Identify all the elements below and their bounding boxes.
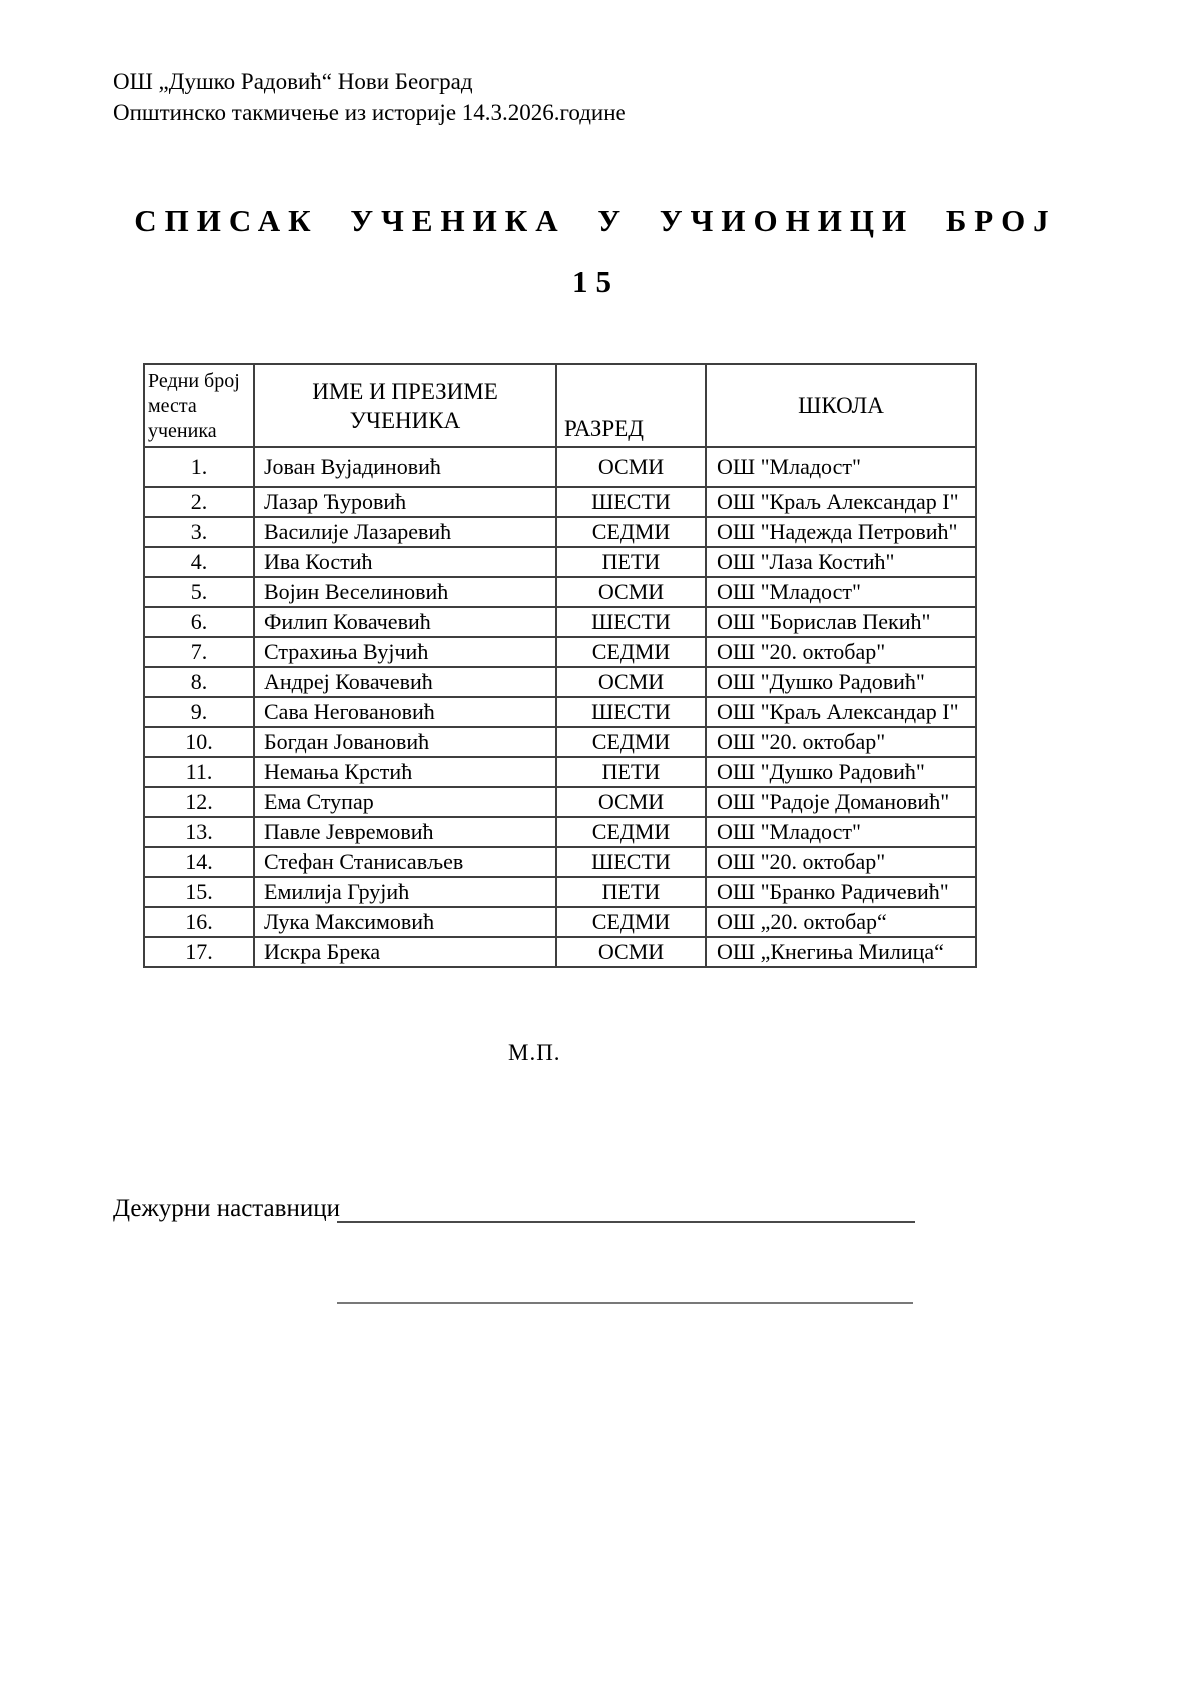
- row-school: ОШ "Душко Радовић": [706, 757, 976, 787]
- row-student-name: Јован Вујадиновић: [254, 447, 556, 487]
- row-school: ОШ "Краљ Александар I": [706, 487, 976, 517]
- row-school: ОШ "Младост": [706, 817, 976, 847]
- row-student-name: Богдан Јовановић: [254, 727, 556, 757]
- student-rows: [144, 447, 976, 967]
- table-row: [144, 517, 976, 547]
- row-school: ОШ „20. октобар“: [706, 907, 976, 937]
- row-student-name: Филип Ковачевић: [254, 607, 556, 637]
- page-title: СПИСАК УЧЕНИКА У УЧИОНИЦИ БРОЈ: [134, 203, 1057, 238]
- signature-line-1: [337, 1221, 915, 1223]
- row-student-name: Страхиња Вујчић: [254, 637, 556, 667]
- table-row: [144, 637, 976, 667]
- table-row: [144, 937, 976, 967]
- row-school: ОШ "Радоје Домановић": [706, 787, 976, 817]
- table-row: [144, 817, 976, 847]
- row-ordinal: 1.: [144, 447, 254, 487]
- row-student-name: Сава Неговановић: [254, 697, 556, 727]
- row-ordinal: 3.: [144, 517, 254, 547]
- row-grade: ПЕТИ: [556, 547, 706, 577]
- row-student-name: Немања Крстић: [254, 757, 556, 787]
- table-row: [144, 847, 976, 877]
- row-grade: СЕДМИ: [556, 517, 706, 547]
- row-school: ОШ „Кнегиња Милица“: [706, 937, 976, 967]
- row-ordinal: 14.: [144, 847, 254, 877]
- row-grade: СЕДМИ: [556, 727, 706, 757]
- row-ordinal: 5.: [144, 577, 254, 607]
- row-student-name: Андреј Ковачевић: [254, 667, 556, 697]
- table-row: [144, 877, 976, 907]
- row-student-name: Лазар Ћуровић: [254, 487, 556, 517]
- row-ordinal: 9.: [144, 697, 254, 727]
- row-ordinal: 8.: [144, 667, 254, 697]
- row-grade: ШЕСТИ: [556, 697, 706, 727]
- row-school: ОШ "20. октобар": [706, 727, 976, 757]
- row-grade: ПЕТИ: [556, 757, 706, 787]
- row-ordinal: 12.: [144, 787, 254, 817]
- row-student-name: Лука Максимовић: [254, 907, 556, 937]
- school-name-line: ОШ „Душко Радовић“ Нови Београд: [113, 69, 473, 94]
- row-school: ОШ "20. октобар": [706, 847, 976, 877]
- table-header-row: [144, 364, 976, 447]
- row-school: ОШ "Надежда Петровић": [706, 517, 976, 547]
- row-school: ОШ "Борислав Пекић": [706, 607, 976, 637]
- row-student-name: Ема Ступар: [254, 787, 556, 817]
- row-ordinal: 7.: [144, 637, 254, 667]
- table-row: [144, 757, 976, 787]
- students-table: [143, 363, 977, 968]
- classroom-number: 15: [572, 264, 619, 299]
- row-school: ОШ "Бранко Радичевић": [706, 877, 976, 907]
- row-school: ОШ "Младост": [706, 447, 976, 487]
- row-student-name: Василије Лазаревић: [254, 517, 556, 547]
- table-row: [144, 907, 976, 937]
- row-ordinal: 10.: [144, 727, 254, 757]
- row-grade: ШЕСТИ: [556, 607, 706, 637]
- table-row: [144, 577, 976, 607]
- row-school: ОШ "Краљ Александар I": [706, 697, 976, 727]
- table-row: [144, 667, 976, 697]
- table-row: [144, 787, 976, 817]
- row-ordinal: 4.: [144, 547, 254, 577]
- table-row: [144, 447, 976, 487]
- row-student-name: Војин Веселиновић: [254, 577, 556, 607]
- row-grade: ОСМИ: [556, 787, 706, 817]
- header-school: ШКОЛА: [706, 364, 976, 447]
- row-grade: ОСМИ: [556, 577, 706, 607]
- row-grade: ШЕСТИ: [556, 847, 706, 877]
- table-row: [144, 727, 976, 757]
- row-ordinal: 2.: [144, 487, 254, 517]
- row-ordinal: 16.: [144, 907, 254, 937]
- header-ordinal-number: Редни број места ученика: [144, 364, 254, 447]
- table-header: [144, 364, 976, 447]
- row-school: ОШ "Душко Радовић": [706, 667, 976, 697]
- row-ordinal: 6.: [144, 607, 254, 637]
- row-ordinal: 17.: [144, 937, 254, 967]
- stamp-placeholder: М.П.: [508, 1040, 561, 1065]
- row-ordinal: 11.: [144, 757, 254, 787]
- row-grade: ОСМИ: [556, 667, 706, 697]
- table-row: [144, 547, 976, 577]
- row-student-name: Ива Костић: [254, 547, 556, 577]
- signature-line-2: [337, 1302, 913, 1304]
- row-grade: ОСМИ: [556, 937, 706, 967]
- teachers-on-duty-label: Дежурни наставници: [113, 1195, 340, 1222]
- document-header: [113, 66, 626, 128]
- row-grade: ШЕСТИ: [556, 487, 706, 517]
- row-grade: ПЕТИ: [556, 877, 706, 907]
- row-school: ОШ "20. октобар": [706, 637, 976, 667]
- competition-line: Општинско такмичење из историје 14.3.2026.године: [113, 100, 626, 125]
- header-grade: РАЗРЕД: [556, 364, 706, 447]
- table-row: [144, 607, 976, 637]
- row-student-name: Искра Брека: [254, 937, 556, 967]
- row-grade: СЕДМИ: [556, 907, 706, 937]
- row-student-name: Емилија Грујић: [254, 877, 556, 907]
- row-ordinal: 15.: [144, 877, 254, 907]
- row-student-name: Стефан Станисављев: [254, 847, 556, 877]
- row-school: ОШ "Лаза Костић": [706, 547, 976, 577]
- row-student-name: Павле Јевремовић: [254, 817, 556, 847]
- row-grade: СЕДМИ: [556, 637, 706, 667]
- row-school: ОШ "Младост": [706, 577, 976, 607]
- header-student-name: ИМЕ И ПРЕЗИМЕ УЧЕНИКА: [254, 364, 556, 447]
- table-row: [144, 697, 976, 727]
- row-grade: СЕДМИ: [556, 817, 706, 847]
- row-grade: ОСМИ: [556, 447, 706, 487]
- table-row: [144, 487, 976, 517]
- row-ordinal: 13.: [144, 817, 254, 847]
